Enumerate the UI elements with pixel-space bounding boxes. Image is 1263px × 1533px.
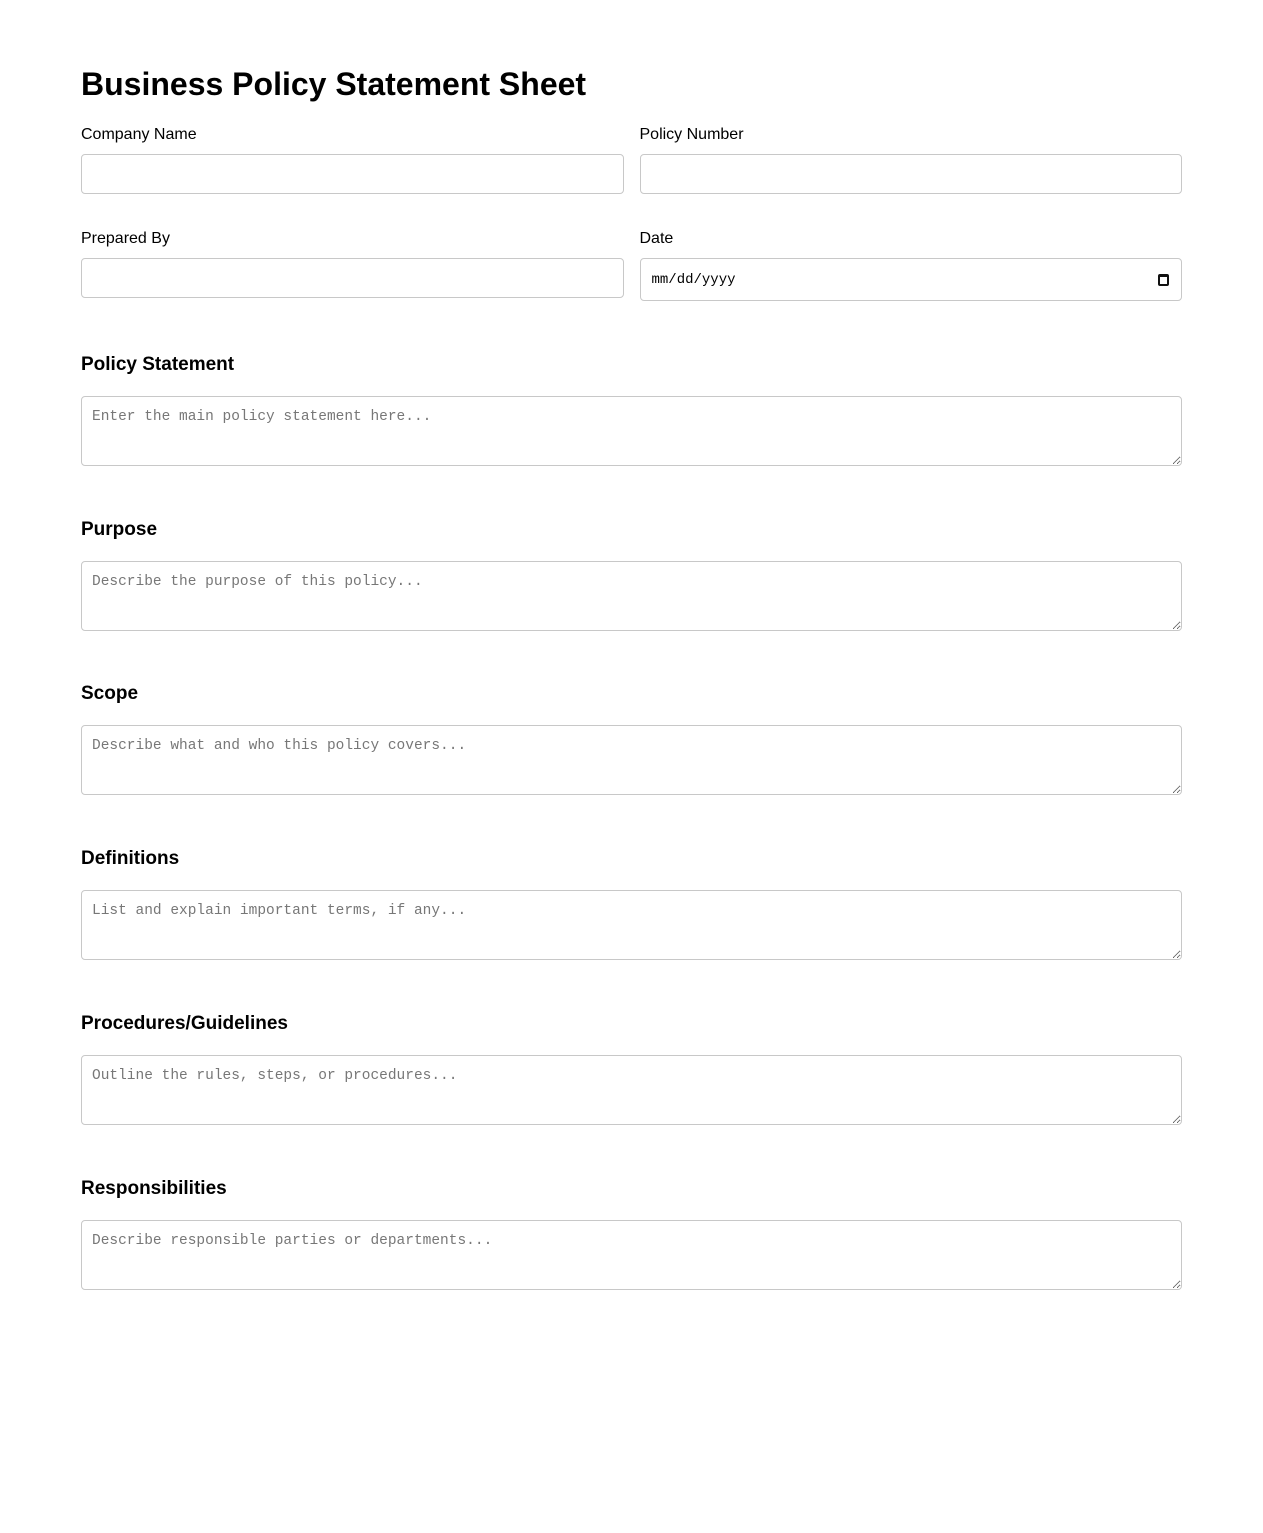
section-heading: Purpose: [81, 519, 158, 540]
definitions-textarea[interactable]: [81, 890, 1182, 960]
section-policy-statement: [81, 354, 1182, 376]
row-company-policy: [81, 126, 1182, 194]
date-label: Date: [639, 230, 674, 247]
company-name-label: Company Name: [81, 126, 197, 143]
calendar-icon[interactable]: [1158, 274, 1169, 286]
responsibilities-textarea[interactable]: [81, 1220, 1182, 1290]
policy-number-input[interactable]: [640, 154, 1183, 194]
prepared-by-input[interactable]: [81, 258, 624, 298]
date-input[interactable]: [640, 258, 1183, 301]
section-heading: Policy Statement: [81, 354, 235, 375]
prepared-by-label: Prepared By: [81, 230, 170, 247]
row-prepared-date: [81, 230, 1182, 301]
procedures-textarea[interactable]: [81, 1055, 1182, 1125]
policy-statement-textarea[interactable]: [81, 396, 1182, 466]
section-definitions: [81, 848, 1182, 870]
purpose-textarea[interactable]: [81, 561, 1182, 631]
section-responsibilities: [81, 1178, 1182, 1200]
section-heading: Definitions: [81, 848, 180, 869]
policy-number-group: [640, 126, 1183, 194]
company-name-group: [81, 126, 624, 194]
prepared-by-group: [81, 230, 624, 301]
section-purpose: [81, 519, 1182, 541]
section-procedures: [81, 1013, 1182, 1035]
section-heading: Scope: [81, 683, 139, 704]
date-group: [640, 230, 1183, 301]
date-placeholder: mm/dd/yyyy: [651, 271, 736, 288]
policy-number-label: Policy Number: [639, 126, 744, 143]
section-scope: [81, 683, 1182, 705]
section-heading: Responsibilities: [81, 1178, 227, 1199]
section-heading: Procedures/Guidelines: [81, 1013, 288, 1034]
company-name-input[interactable]: [81, 154, 624, 194]
page-title: Business Policy Statement Sheet: [81, 66, 587, 102]
scope-textarea[interactable]: [81, 725, 1182, 795]
